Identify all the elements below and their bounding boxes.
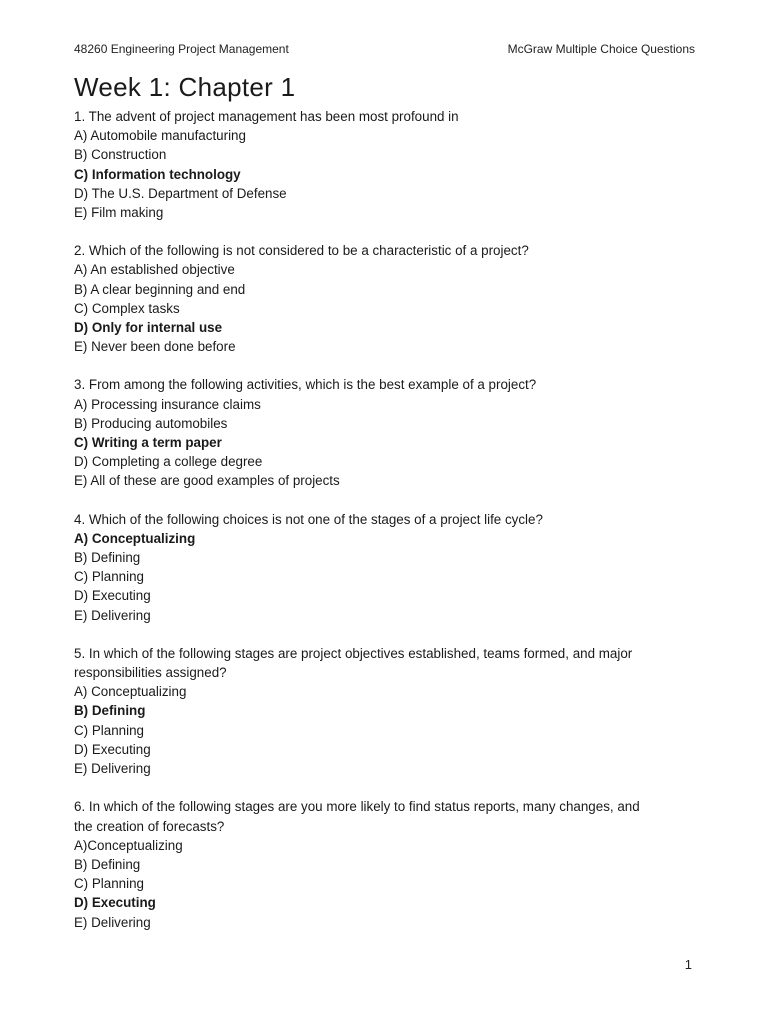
answer-option: B) Defining bbox=[74, 856, 141, 872]
answer-option-correct: B) Defining bbox=[74, 703, 146, 719]
answer-option: E) All of these are good examples of projects bbox=[74, 473, 340, 489]
question-prompt-continued: responsibilities assigned? bbox=[74, 665, 227, 681]
answer-option: E) Delivering bbox=[74, 761, 151, 777]
answer-option: C) Planning bbox=[74, 876, 144, 892]
question-1 bbox=[74, 107, 698, 222]
answer-option: B) Producing automobiles bbox=[74, 415, 228, 431]
answer-option-correct: D) Only for internal use bbox=[74, 320, 223, 336]
question-prompt: 6. In which of the following stages are you more likely to find status reports, many changes, and bbox=[74, 799, 640, 815]
question-prompt-continued: the creation of forecasts? bbox=[74, 818, 225, 834]
question-prompt: 5. In which of the following stages are project objectives established, teams formed, and major bbox=[74, 645, 633, 661]
question-list bbox=[74, 107, 698, 951]
answer-option: A)Conceptualizing bbox=[74, 837, 183, 853]
question-prompt: 4. Which of the following choices is not one of the stages of a project life cycle? bbox=[74, 511, 543, 527]
answer-option: B) Construction bbox=[74, 147, 167, 163]
answer-option: A) Automobile manufacturing bbox=[74, 128, 246, 144]
answer-option: C) Planning bbox=[74, 722, 144, 738]
answer-option: B) A clear beginning and end bbox=[74, 281, 246, 297]
answer-option: A) An established objective bbox=[74, 262, 235, 278]
question-3 bbox=[74, 375, 698, 490]
question-5 bbox=[74, 644, 698, 778]
answer-option: D) The U.S. Department of Defense bbox=[74, 185, 287, 201]
header-source: McGraw Multiple Choice Questions bbox=[507, 42, 695, 56]
answer-option-correct: D) Executing bbox=[74, 895, 156, 911]
answer-option: E) Delivering bbox=[74, 607, 151, 623]
question-prompt: 3. From among the following activities, which is the best example of a project? bbox=[74, 377, 537, 393]
header-course: 48260 Engineering Project Management bbox=[74, 42, 289, 56]
answer-option: E) Delivering bbox=[74, 914, 151, 930]
answer-option: E) Film making bbox=[74, 205, 164, 221]
answer-option: A) Conceptualizing bbox=[74, 684, 187, 700]
answer-option: B) Defining bbox=[74, 550, 141, 566]
page-title: Week 1: Chapter 1 bbox=[74, 72, 296, 102]
page-number: 1 bbox=[684, 957, 692, 972]
question-prompt: 2. Which of the following is not considered to be a characteristic of a project? bbox=[74, 243, 529, 259]
answer-option-correct: A) Conceptualizing bbox=[74, 530, 196, 546]
answer-option: C) Planning bbox=[74, 569, 144, 585]
answer-option: D) Completing a college degree bbox=[74, 454, 263, 470]
answer-option: D) Executing bbox=[74, 741, 151, 757]
question-prompt: 1. The advent of project management has been most profound in bbox=[74, 109, 459, 124]
answer-option: C) Complex tasks bbox=[74, 300, 180, 316]
question-6 bbox=[74, 797, 698, 931]
answer-option: E) Never been done before bbox=[74, 339, 236, 355]
answer-option-correct: C) Writing a term paper bbox=[74, 435, 222, 451]
answer-option-correct: C) Information technology bbox=[74, 166, 241, 182]
answer-option: D) Executing bbox=[74, 588, 151, 604]
question-4 bbox=[74, 510, 698, 625]
question-2 bbox=[74, 241, 698, 356]
answer-option: A) Processing insurance claims bbox=[74, 396, 261, 412]
